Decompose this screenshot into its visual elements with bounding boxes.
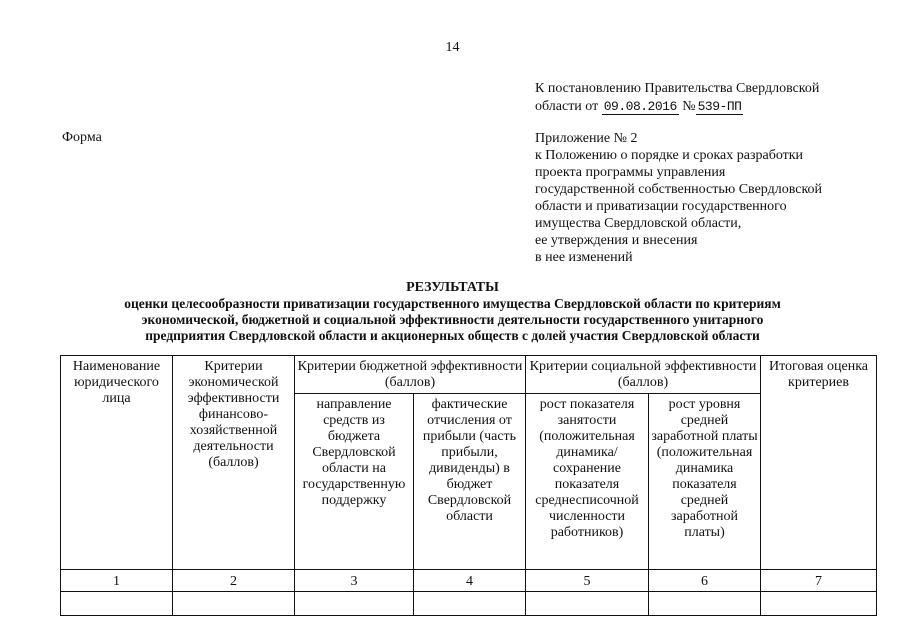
column-number: 5 (526, 570, 649, 592)
decree-prefix: области от (535, 99, 599, 114)
decree-number-label: № (682, 99, 696, 114)
table-cell (414, 592, 526, 616)
document-title: РЕЗУЛЬТАТЫ (406, 280, 499, 295)
subtitle-line: оценки целесообразности приватизации государственного имущества Свердловской области по критериям (124, 296, 781, 311)
page-number: 14 (445, 40, 460, 55)
decree-reference (535, 80, 865, 116)
table-cell (295, 592, 414, 616)
header-budget-criteria: Критерии бюджетной эффективности (баллов) (295, 356, 526, 394)
subtitle-line: экономической, бюджетной и социальной эффективности деятельности государственного унитарного (141, 312, 764, 327)
header-legal-entity: Наименование юридического лица (61, 356, 173, 570)
appendix-line: области и приватизации государственного (535, 199, 787, 214)
decree-number: 539-ПП (697, 99, 742, 114)
header-profit-deductions: фактические отчисления от прибыли (часть прибыли, дивиденды) в бюджет Свердловской области (414, 394, 526, 570)
table-cell (61, 592, 173, 616)
appendix-line: государственной собственностью Свердловской (535, 182, 823, 197)
header-employment-growth: рост показателя занятости (положительная динамика/ сохранение показателя среднесписочной численности работников) (526, 394, 649, 570)
decree-date: 09.08.2016 (603, 99, 677, 114)
appendix-line: в нее изменений (535, 250, 633, 265)
decree-line-2 (535, 98, 865, 116)
column-number: 7 (761, 570, 877, 592)
header-total-score: Итоговая оценка критериев (761, 356, 877, 570)
column-number: 1 (61, 570, 173, 592)
table-cell (173, 592, 295, 616)
appendix-line: имущества Свердловской области, (535, 216, 742, 231)
header-social-criteria: Критерии социальной эффективности (баллов) (526, 356, 761, 394)
subtitle-line: предприятия Свердловской области и акционерных обществ с долей участия Свердловской области (145, 328, 760, 343)
appendix-line: ее утверждения и внесения (535, 233, 698, 248)
header-budget-support: направление средств из бюджета Свердловской области на государственную поддержку (295, 394, 414, 570)
decree-line-1: К постановлению Правительства Свердловской (535, 81, 820, 96)
column-number: 3 (295, 570, 414, 592)
header-economic-criteria: Критерии экономической эффективности финансово-хозяйственной деятельности (баллов) (173, 356, 295, 570)
table-cell (649, 592, 761, 616)
column-number: 4 (414, 570, 526, 592)
appendix-line: проекта программы управления (535, 165, 726, 180)
appendix-block (535, 130, 865, 266)
appendix-line: Приложение № 2 (535, 131, 638, 146)
form-label: Форма (62, 130, 102, 145)
evaluation-table (60, 355, 877, 616)
column-number: 2 (173, 570, 295, 592)
appendix-line: к Положению о порядке и сроках разработки (535, 148, 804, 163)
table-cell (761, 592, 877, 616)
table-cell (526, 592, 649, 616)
document-subtitle (60, 296, 845, 344)
header-wage-growth: рост уровня средней заработной платы (положительная динамика показателя средней заработной платы) (649, 394, 761, 570)
column-number: 6 (649, 570, 761, 592)
